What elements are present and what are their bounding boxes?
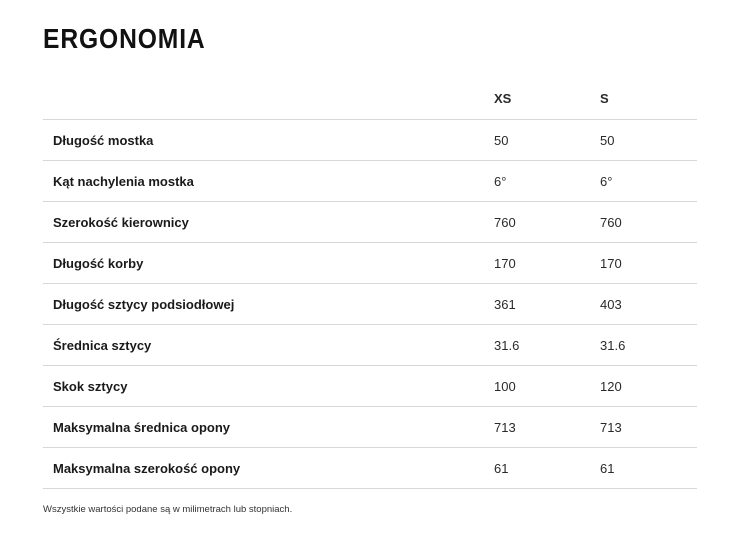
value-xs: 31.6 [494, 337, 520, 353]
value-s: 50 [600, 132, 615, 148]
value-s: 170 [600, 255, 622, 271]
value-xs: 361 [494, 296, 516, 312]
value-s: 61 [600, 460, 615, 476]
table-row [43, 366, 697, 407]
table-row [43, 448, 697, 489]
row-label: Kąt nachylenia mostka [53, 173, 194, 189]
table-row [43, 243, 697, 284]
table-row [43, 202, 697, 243]
row-label: Średnica sztycy [53, 337, 152, 353]
table-row [43, 407, 697, 448]
value-xs: 50 [494, 132, 509, 148]
header-size-xs: XS [494, 91, 512, 106]
value-s: 31.6 [600, 337, 626, 353]
value-xs: 61 [494, 460, 509, 476]
row-label: Długość sztycy podsiodłowej [53, 296, 235, 312]
ergonomics-table [43, 78, 697, 489]
row-label: Maksymalna szerokość opony [53, 460, 241, 476]
value-xs: 6° [494, 173, 507, 189]
table-row [43, 161, 697, 202]
table-row [43, 120, 697, 161]
value-s: 120 [600, 378, 622, 394]
value-s: 403 [600, 296, 622, 312]
row-label: Maksymalna średnica opony [53, 419, 231, 435]
value-s: 760 [600, 214, 622, 230]
row-label: Skok sztycy [53, 378, 128, 394]
value-s: 6° [600, 173, 613, 189]
page-title: ERGONOMIA [43, 23, 206, 54]
value-xs: 170 [494, 255, 516, 271]
table-row [43, 325, 697, 366]
row-label: Szerokość kierownicy [53, 214, 189, 230]
row-label: Długość mostka [53, 132, 154, 148]
header-size-s: S [600, 91, 609, 106]
units-footnote: Wszystkie wartości podane są w milimetrach lub stopniach. [43, 504, 293, 515]
value-s: 713 [600, 419, 622, 435]
value-xs: 760 [494, 214, 516, 230]
table-header-row [43, 78, 697, 120]
value-xs: 713 [494, 419, 516, 435]
row-label: Długość korby [53, 255, 144, 271]
table-row [43, 284, 697, 325]
value-xs: 100 [494, 378, 516, 394]
